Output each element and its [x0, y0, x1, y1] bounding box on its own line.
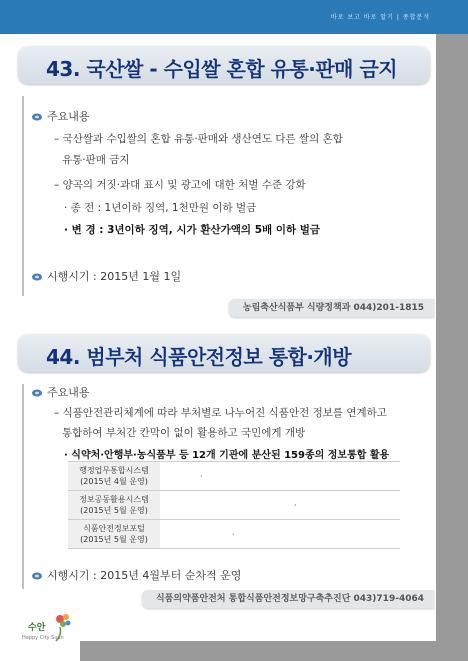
logo-text: 수안: [28, 623, 46, 633]
top-bar: [0, 0, 468, 34]
section-43-after: · 변 경 : 3년이하 징역, 시가 환산가액의 5배 이하 벌금: [64, 224, 321, 236]
section-43-content-label: 주요내용: [32, 108, 90, 124]
table-row: [68, 462, 400, 491]
system-table: [68, 461, 400, 549]
system-name-cell: 정보공동활용시스템 (2015년 5월 운영): [68, 491, 160, 520]
section-43-before: · 종 전 : 1년이하 징역, 1천만원 이하 벌금: [64, 202, 257, 214]
section-44-header: [18, 334, 430, 372]
diamond-bullet-icon: [32, 572, 42, 580]
section-43-effective: 시행시기 : 2015년 1월 1일: [32, 268, 181, 284]
table-row: [68, 491, 400, 520]
system-desc-cell: ·: [160, 491, 400, 520]
section-44-title: 44. 범부처 식품안전정보 통합·개방: [46, 345, 352, 369]
system-name-cell: 식품안전정보포털 (2015년 5월 운영): [68, 520, 160, 549]
city-logo: [16, 609, 74, 645]
logo-sub: Happy City Suan: [22, 635, 64, 641]
diamond-bullet-icon: [32, 273, 42, 281]
diamond-bullet-icon: [32, 389, 42, 397]
section-43-header: [18, 46, 430, 84]
section-43-line1: – 국산쌀과 수입쌀의 혼합 유통·판매와 생산연도 다른 쌀의 혼합: [54, 133, 343, 145]
side-band: [436, 34, 468, 661]
system-desc-cell: ·: [160, 520, 400, 549]
section-43-line2: – 양곡의 거짓·과대 표시 및 광고에 대한 처벌 수준 강화: [54, 179, 306, 191]
section-44-content-label: 주요내용: [32, 384, 90, 400]
header-nav[interactable]: 바로 보고 바로 알기 | 종합분석: [330, 14, 430, 21]
section-44-sub: · 식약처·안행부·농식품부 등 12개 기관에 분산된 159종의 정보통합 활용: [64, 450, 390, 461]
section-44-line1b: 통합하여 부처간 칸막이 없이 활용하고 국민에게 개방: [62, 427, 306, 439]
section-44-effective: 시행시기 : 2015년 4월부터 순차적 운영: [32, 567, 241, 583]
diamond-bullet-icon: [32, 113, 42, 121]
system-desc-cell: ·: [160, 462, 400, 491]
section-43-source: 농림축산식품부 식량정책과 044)201-1815: [229, 299, 434, 317]
table-row: [68, 520, 400, 549]
system-name-cell: 행정업무통합시스템 (2015년 4월 운영): [68, 462, 160, 491]
section-43-rule: [22, 96, 24, 296]
section-44-line1: – 식품안전관리체계에 따라 부처별로 나누어진 식품안전 정보를 연계하고: [54, 407, 387, 419]
section-44-source: 식품의약품안전처 통합식품안전정보망구축추진단 043)719-4064: [142, 590, 434, 608]
section-44-rule: [22, 384, 24, 589]
section-43-line1b: 유통·판매 금지: [62, 154, 130, 166]
footer-band: [80, 641, 436, 661]
section-43-title: 43. 국산쌀 - 수입쌀 혼합 유통·판매 금지: [46, 57, 398, 81]
